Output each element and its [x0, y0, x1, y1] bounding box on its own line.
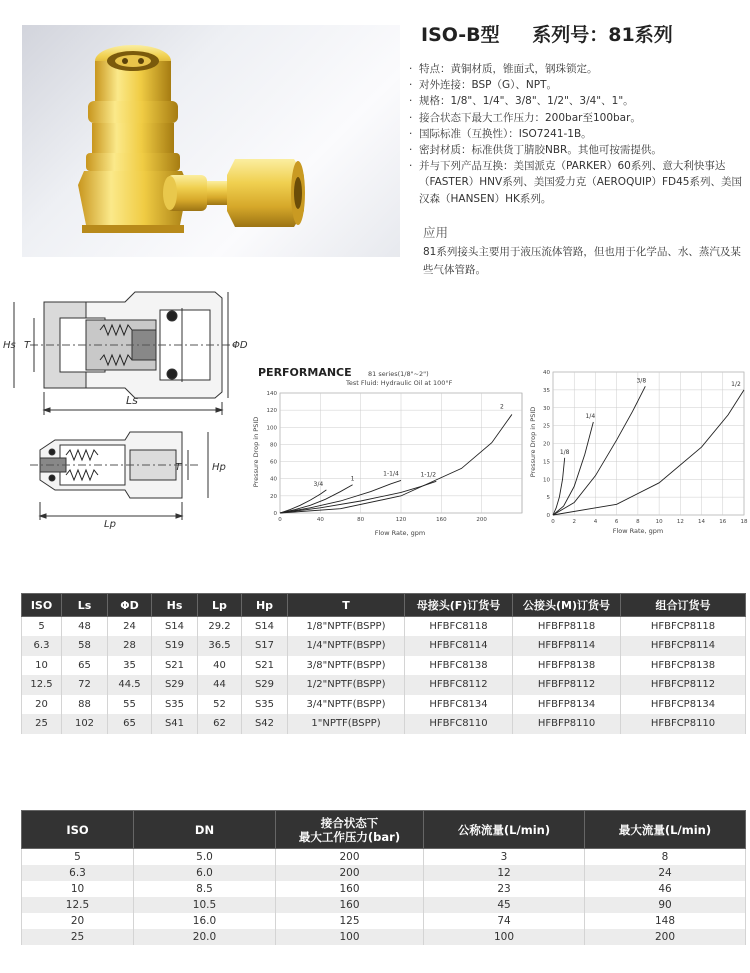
col-header: 最大流量(L/min)	[585, 811, 746, 849]
y-axis-label: Pressure Drop in PSID	[529, 406, 537, 478]
table-cell: 100	[276, 929, 424, 945]
table-cell: 58	[62, 636, 108, 656]
table-row	[22, 636, 746, 656]
y-tick-label: 10	[543, 477, 550, 484]
col-header: T	[288, 594, 405, 617]
table-cell: HFBFP8134	[513, 695, 621, 715]
dim-t-bottom: T	[175, 462, 182, 473]
table-cell: 25	[22, 714, 62, 734]
table-row	[22, 675, 746, 695]
table-cell: 12.5	[22, 675, 62, 695]
table-cell: 55	[108, 695, 152, 715]
table-cell: 45	[424, 897, 585, 913]
x-tick-label: 40	[316, 517, 324, 523]
series-line	[553, 390, 744, 515]
feature-item: · 接合状态下最大工作压力：200bar至100bar。	[409, 110, 745, 126]
table-cell: 40	[198, 656, 242, 676]
y-tick-label: 20	[270, 493, 277, 500]
table-cell: 20.0	[134, 929, 276, 945]
dim-ls: Ls	[126, 394, 138, 407]
table-cell: 6.3	[22, 636, 62, 656]
table-cell: 62	[198, 714, 242, 734]
x-tick-label: 2	[572, 519, 576, 525]
table-cell: 16.0	[134, 913, 276, 929]
y-tick-label: 60	[270, 459, 277, 466]
series-label: 1/8	[559, 448, 570, 456]
table-cell: 12	[424, 865, 585, 881]
table-cell: S14	[152, 617, 198, 637]
y-tick-label: 0	[273, 511, 277, 517]
table-cell: 200	[585, 929, 746, 945]
x-tick-label: 6	[614, 519, 619, 525]
table-cell: 1/8"NPTF(BSPP)	[288, 617, 405, 637]
table-row	[22, 617, 746, 637]
table-cell: 100	[424, 929, 585, 945]
table-cell: 20	[22, 695, 62, 715]
table-cell: HFBFP8138	[513, 656, 621, 676]
table-cell: 24	[108, 617, 152, 637]
table-cell: 1"NPTF(BSPP)	[288, 714, 405, 734]
table-cell: 3	[424, 849, 585, 865]
table-cell: 5.0	[134, 849, 276, 865]
col-header: ISO	[22, 594, 62, 617]
table-cell: 200	[276, 849, 424, 865]
dim-lp: Lp	[104, 519, 116, 530]
table-cell: HFBFC8134	[405, 695, 513, 715]
table-cell: HFBFC8138	[405, 656, 513, 676]
x-tick-label: 160	[436, 517, 447, 523]
male-plug-drawing	[30, 432, 208, 520]
table-cell: 12.5	[22, 897, 134, 913]
table-cell: 3/4"NPTF(BSPP)	[288, 695, 405, 715]
model-label: ISO-B型	[421, 24, 500, 46]
table-cell: 20	[22, 913, 134, 929]
table-cell: 200	[276, 865, 424, 881]
table-row	[22, 656, 746, 676]
table-cell: S29	[242, 675, 288, 695]
table-row	[22, 929, 746, 945]
series-label: 3/4	[313, 480, 324, 488]
table-cell: 74	[424, 913, 585, 929]
series-label: 1-1/2	[420, 471, 437, 479]
table-cell: 24	[585, 865, 746, 881]
col-header: 母接头(F)订货号	[405, 594, 513, 617]
table-cell: HFBFCP8112	[621, 675, 746, 695]
table-cell: 10	[22, 656, 62, 676]
series-line	[280, 481, 436, 513]
table-cell: 3/8"NPTF(BSPP)	[288, 656, 405, 676]
table-cell: 5	[22, 849, 134, 865]
dimension-table-body	[22, 617, 746, 734]
flow-table-body	[22, 849, 746, 945]
table-row	[22, 865, 746, 881]
series-label: 系列号：81系列	[532, 24, 673, 46]
col-header: 公接头(M)订货号	[513, 594, 621, 617]
y-tick-label: 30	[543, 405, 550, 412]
table-cell: 65	[108, 714, 152, 734]
series-label: 1/4	[585, 413, 596, 421]
table-cell: 148	[585, 913, 746, 929]
table-cell: 23	[424, 881, 585, 897]
feature-list	[409, 61, 745, 207]
table-cell: 125	[276, 913, 424, 929]
table-cell: S21	[152, 656, 198, 676]
feature-item: · 对外连接：BSP（G）、NPT。	[409, 77, 745, 93]
table-row	[22, 913, 746, 929]
series-label: 2	[500, 403, 504, 411]
table-cell: 1/2"NPTF(BSPP)	[288, 675, 405, 695]
table-cell: HFBFP8114	[513, 636, 621, 656]
feature-item: · 国际标准（互换性）：ISO7241-1B。	[409, 126, 745, 142]
series-line	[553, 422, 593, 515]
series-label: 1-1/4	[383, 470, 399, 478]
col-header: Lp	[198, 594, 242, 617]
x-axis-label: Flow Rate, gpm	[374, 529, 426, 537]
table-cell: HFBFC8110	[405, 714, 513, 734]
table-cell: HFBFCP8138	[621, 656, 746, 676]
table-cell: 90	[585, 897, 746, 913]
table-cell: HFBFP8110	[513, 714, 621, 734]
x-tick-label: 0	[278, 517, 282, 523]
feature-item: · 特点：黄铜材质，锥面式，钢珠锁定。	[409, 61, 745, 77]
x-tick-label: 12	[676, 519, 684, 525]
table-cell: S29	[152, 675, 198, 695]
table-cell: 8.5	[134, 881, 276, 897]
table-cell: 65	[62, 656, 108, 676]
table-row	[22, 695, 746, 715]
table-cell: HFBFCP8114	[621, 636, 746, 656]
table-cell: 52	[198, 695, 242, 715]
performance-chart-large	[250, 360, 530, 540]
chart-note: Test Fluid: Hydraulic Oil at 100°F	[346, 379, 453, 387]
chart-subtitle: 81 series(1/8"~2")	[368, 370, 429, 378]
feature-item: · 密封材质：标准供货丁腈胶NBR。其他可按需提供。	[409, 142, 745, 158]
y-tick-label: 100	[266, 425, 277, 432]
table-cell: HFBFCP8134	[621, 695, 746, 715]
table-header-row	[22, 594, 746, 617]
table-cell: 5	[22, 617, 62, 637]
dim-t-top: T	[24, 340, 31, 351]
table-cell: 6.0	[134, 865, 276, 881]
series-label: 1	[350, 475, 355, 483]
table-cell: 160	[276, 897, 424, 913]
table-cell: HFBFP8118	[513, 617, 621, 637]
x-tick-label: 4	[593, 519, 598, 525]
y-tick-label: 20	[543, 441, 550, 448]
col-header: Hp	[242, 594, 288, 617]
table-cell: S17	[242, 636, 288, 656]
application-text: 81系列接头主要用于液压流体管路，但也用于化学品、水、蒸汽及某些气体管路。	[423, 246, 741, 276]
y-tick-label: 15	[543, 459, 550, 466]
table-cell: 29.2	[198, 617, 242, 637]
x-axis-label: Flow Rate, gpm	[612, 527, 664, 535]
y-tick-label: 40	[543, 370, 550, 376]
x-tick-label: 10	[655, 519, 663, 525]
col-header: Ls	[62, 594, 108, 617]
col-header: 接合状态下 最大工作压力(bar)	[276, 811, 424, 849]
x-tick-label: 0	[551, 519, 555, 525]
table-cell: 72	[62, 675, 108, 695]
table-cell: 8	[585, 849, 746, 865]
col-header: 公称流量(L/min)	[424, 811, 585, 849]
table-row	[22, 849, 746, 865]
series-line	[280, 414, 512, 513]
table-cell: HFBFC8112	[405, 675, 513, 695]
table-header-row	[22, 811, 746, 849]
chart-title: PERFORMANCE	[258, 366, 352, 379]
col-header: 组合订货号	[621, 594, 746, 617]
feature-item: · 并与下列产品互换：美国派克（PARKER）60系列、意大利快事达（FASTER）HNV系列、美国爱力克（AEROQUIP）FD45系列、美国汉森（HANSEN）HK系列。	[409, 158, 745, 207]
x-tick-label: 200	[476, 517, 487, 523]
table-cell: HFBFC8118	[405, 617, 513, 637]
y-tick-label: 140	[266, 391, 277, 397]
y-tick-label: 40	[270, 476, 277, 483]
table-cell: 44.5	[108, 675, 152, 695]
table-cell: S19	[152, 636, 198, 656]
table-cell: S35	[152, 695, 198, 715]
table-cell: S21	[242, 656, 288, 676]
table-cell: S14	[242, 617, 288, 637]
y-tick-label: 0	[546, 513, 550, 519]
table-cell: 46	[585, 881, 746, 897]
table-cell: 1/4"NPTF(BSPP)	[288, 636, 405, 656]
product-photo	[22, 25, 400, 257]
table-cell: S42	[242, 714, 288, 734]
table-cell: 102	[62, 714, 108, 734]
table-cell: 160	[276, 881, 424, 897]
table-cell: HFBFCP8118	[621, 617, 746, 637]
table-cell: 10	[22, 881, 134, 897]
y-tick-label: 35	[543, 387, 550, 394]
table-cell: 48	[62, 617, 108, 637]
series-label: 1/2	[731, 380, 741, 388]
dim-hs: Hs	[3, 340, 16, 351]
table-cell: S35	[242, 695, 288, 715]
col-header: ISO	[22, 811, 134, 849]
table-cell: 88	[62, 695, 108, 715]
female-coupler-drawing	[14, 292, 236, 415]
x-tick-label: 16	[719, 519, 727, 525]
table-cell: 44	[198, 675, 242, 695]
x-tick-label: 18	[740, 519, 748, 525]
col-header: DN	[134, 811, 276, 849]
brass-coupling-image	[22, 25, 400, 257]
dimension-table	[21, 593, 746, 734]
col-header: ΦD	[108, 594, 152, 617]
table-cell: 10.5	[134, 897, 276, 913]
table-cell: 35	[108, 656, 152, 676]
series-label: 3/8	[636, 377, 647, 385]
table-cell: 25	[22, 929, 134, 945]
table-row	[22, 897, 746, 913]
table-cell: 36.5	[198, 636, 242, 656]
y-tick-label: 5	[546, 495, 550, 502]
table-cell: HFBFCP8110	[621, 714, 746, 734]
flow-table	[21, 810, 746, 945]
table-cell: 6.3	[22, 865, 134, 881]
application-heading: 应用	[423, 225, 449, 240]
y-axis-label: Pressure Drop in PSID	[252, 416, 260, 488]
table-row	[22, 881, 746, 897]
table-cell: HFBFC8114	[405, 636, 513, 656]
page-title	[421, 20, 699, 47]
technical-drawings	[0, 280, 250, 530]
table-cell: HFBFP8112	[513, 675, 621, 695]
dim-phi-d: ΦD	[232, 340, 248, 351]
y-tick-label: 80	[270, 442, 277, 449]
table-cell: 28	[108, 636, 152, 656]
y-tick-label: 120	[266, 408, 277, 415]
x-tick-label: 80	[357, 517, 365, 523]
x-tick-label: 120	[395, 517, 407, 523]
x-tick-label: 14	[698, 519, 706, 525]
x-tick-label: 8	[636, 519, 640, 525]
performance-chart-small	[525, 362, 750, 537]
dim-hp: Hp	[212, 462, 226, 473]
feature-item: · 规格：1/8"、1/4"、3/8"、1/2"、3/4"、1"。	[409, 93, 745, 109]
table-row	[22, 714, 746, 734]
col-header: Hs	[152, 594, 198, 617]
table-cell: S41	[152, 714, 198, 734]
y-tick-label: 25	[543, 423, 550, 430]
